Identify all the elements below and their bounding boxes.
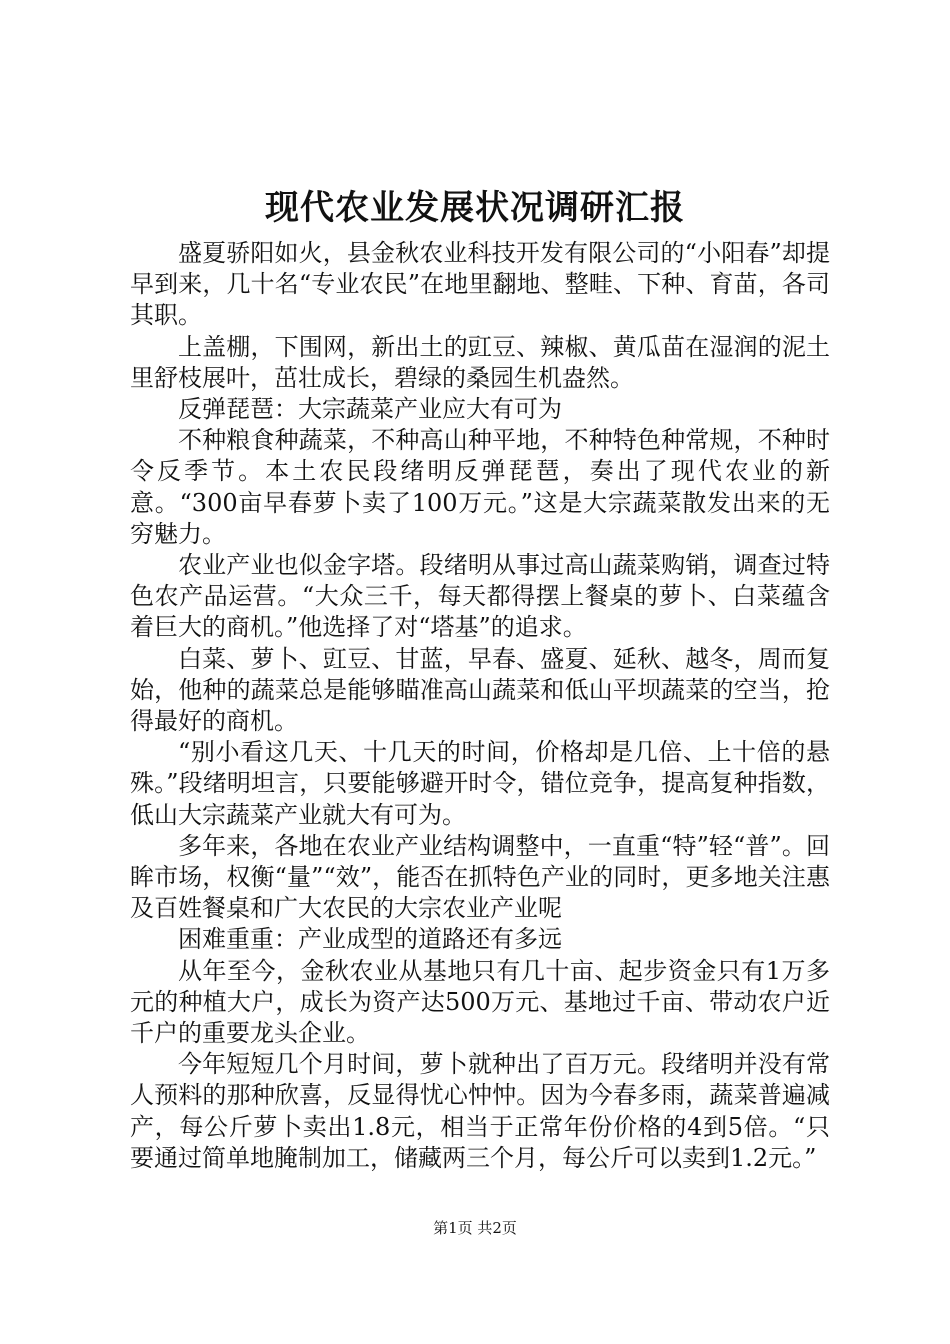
paragraph-7: 多年来，各地在农业产业结构调整中，一直重“特”轻“普”。回眸市场，权衡“量”“效”，能否在抓特色产业的同时，更多地关注惠及百姓餐桌和广大农民的大宗农业产业呢 <box>130 831 830 923</box>
paragraph-6: “别小看这几天、十几天的时间，价格却是几倍、上十倍的悬殊。”段绪明坦言，只要能够避开时令，错位竞争，提高复种指数，低山大宗蔬菜产业就大有可为。 <box>130 738 830 829</box>
paragraph-2: 上盖棚，下围网，新出土的豇豆、辣椒、黄瓜苗在湿润的泥土里舒枝展叶，茁壮成长，碧绿的桑园生机盎然。 <box>130 332 830 392</box>
paragraph-1: 盛夏骄阳如火，县金秋农业科技开发有限公司的“小阳春”却提早到来，几十名“专业农民”在地里翻地、整畦、下种、育苗，各司其职。 <box>130 239 830 330</box>
page-number: 第1页 共2页 <box>433 1219 517 1237</box>
paragraph-9: 今年短短几个月时间，萝卜就种出了百万元。段绪明并没有常人预料的那种欣喜，反显得忧心忡忡。因为今春多雨，蔬菜普遍减产，每公斤萝卜卖出1.8元，相当于正常年份价格的4到5倍。“只要通过简单地腌制加工，储藏两三个月，每公斤可以卖到1.2元。” <box>130 1050 830 1172</box>
section-heading-2: 困难重重：产业成型的道路还有多远 <box>178 925 562 954</box>
paragraph-3: 不种粮食种蔬菜，不种高山种平地，不种特色种常规，不种时令反季节。本土农民段绪明反弹琵琶，奏出了现代农业的新意。“300亩早春萝卜卖了100万元。”这是大宗蔬菜散发出来的无穷魅力。 <box>130 426 830 548</box>
paragraph-5: 白菜、萝卜、豇豆、甘蓝，早春、盛夏、延秋、越冬，周而复始，他种的蔬菜总是能够瞄准高山蔬菜和低山平坝蔬菜的空当，抢得最好的商机。 <box>130 644 830 736</box>
paragraph-8: 从年至今，金秋农业从基地只有几十亩、起步资金只有1万多元的种植大户，成长为资产达500万元、基地过千亩、带动农户近千户的重要龙头企业。 <box>130 956 830 1048</box>
document-body <box>130 238 830 1174</box>
document-title: 现代农业发展状况调研汇报 <box>265 188 685 228</box>
section-heading-1: 反弹琵琶：大宗蔬菜产业应大有可为 <box>178 395 562 424</box>
paragraph-4: 农业产业也似金字塔。段绪明从事过高山蔬菜购销，调查过特色农产品运营。“大众三千，每天都得摆上餐桌的萝卜、白菜蕴含着巨大的商机。”他选择了对“塔基”的追求。 <box>130 551 830 642</box>
